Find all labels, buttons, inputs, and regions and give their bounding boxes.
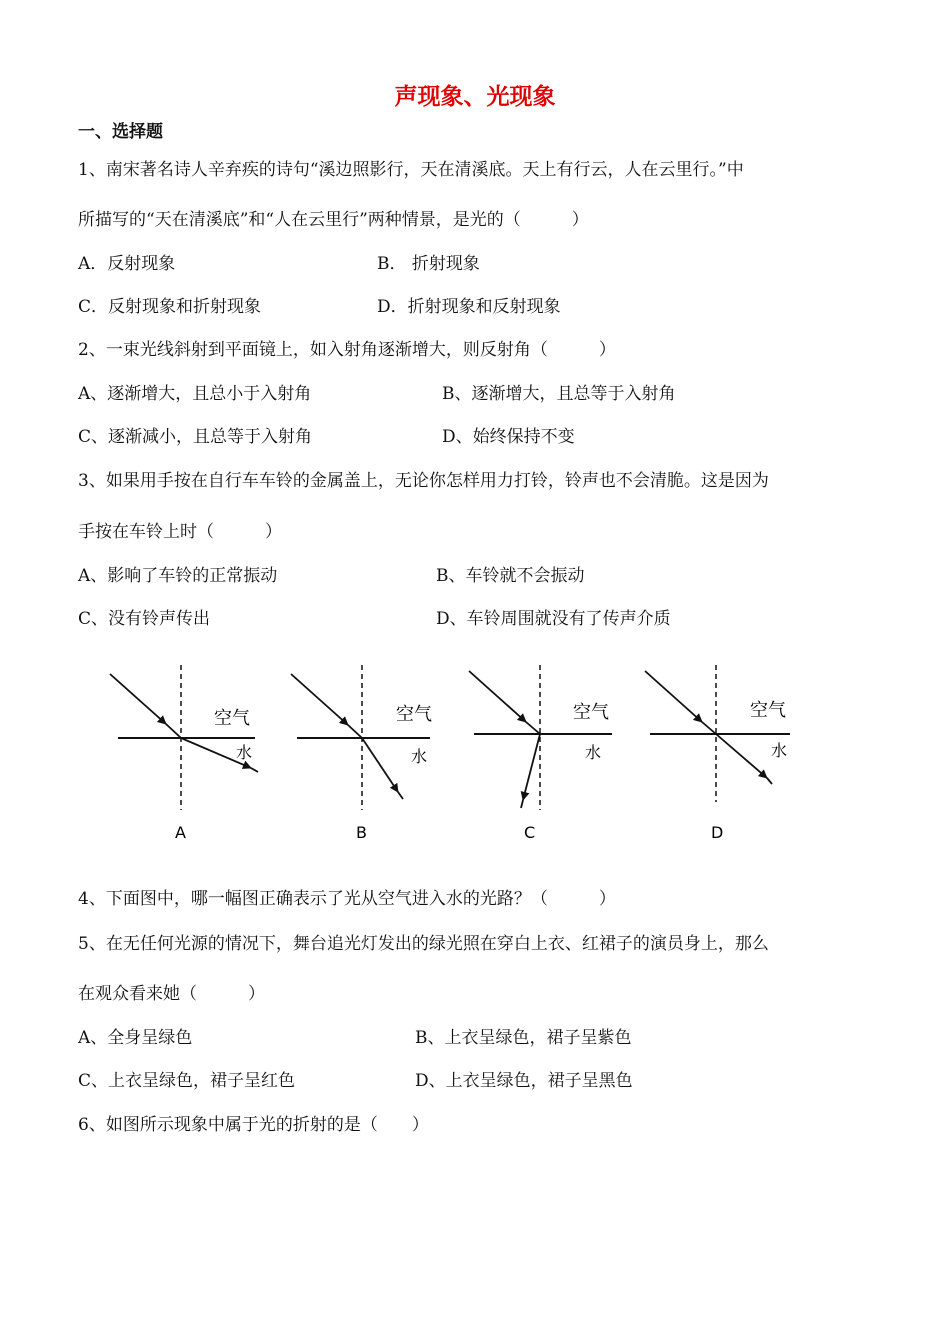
diagram-d: [645, 665, 790, 842]
question-2-option-c: C、逐渐减小，且总等于入射角: [78, 427, 313, 447]
question-1-option-d: D．折射现象和反射现象: [377, 297, 561, 317]
question-3-line-1: 3、如果用手按在自行车车铃的金属盖上，无论你怎样用力打铃，铃声也不会清脆。这是因为: [78, 471, 769, 491]
question-1-line-1: 1、南宋著名诗人辛弃疾的诗句“溪边照影行，天在清溪底。天上有行云，人在云里行。”中: [78, 160, 744, 180]
question-2-option-a: A、逐渐增大，且总小于入射角: [78, 384, 312, 404]
diagram-c-caption: C: [524, 823, 536, 842]
question-1-option-a: A．反射现象: [78, 254, 176, 274]
refraction-diagrams: [0, 660, 950, 860]
diagram-d-caption: D: [711, 823, 724, 842]
question-3-line-2: 手按在车铃上时（ ）: [78, 522, 282, 542]
question-5-option-a: A、全身呈绿色: [78, 1028, 193, 1048]
diagram-b-water-label: 水: [411, 747, 428, 766]
diagram-b-incident-ray: [291, 674, 348, 725]
diagram-d-water-label: 水: [771, 741, 788, 760]
diagram-b: [291, 665, 432, 842]
diagram-b-air-label: 空气: [396, 704, 432, 725]
diagram-c-water-label: 水: [585, 743, 602, 762]
diagram-c-air-label: 空气: [573, 702, 609, 723]
diagram-d-air-label: 空气: [750, 700, 786, 721]
diagram-a-water-label: 水: [236, 743, 253, 762]
question-1-option-c: C．反射现象和折射现象: [78, 297, 262, 317]
diagram-a: [110, 665, 258, 842]
diagram-a-incident-ray: [110, 674, 166, 724]
question-3-option-c: C、没有铃声传出: [78, 609, 211, 629]
diagram-c-refracted-ray: [523, 734, 540, 800]
question-5-option-d: D、上衣呈绿色，裙子呈黑色: [415, 1071, 633, 1091]
question-5-line-2: 在观众看来她（ ）: [78, 984, 265, 1004]
diagram-d-incident-ray: [645, 671, 702, 722]
question-3-option-b: B、车铃就不会振动: [436, 566, 585, 586]
question-2-option-b: B、逐渐增大，且总等于入射角: [442, 384, 676, 404]
question-3-option-d: D、车铃周围就没有了传声介质: [436, 609, 671, 629]
question-5-option-b: B、上衣呈绿色，裙子呈紫色: [415, 1028, 632, 1048]
question-5-option-c: C、上衣呈绿色，裙子呈红色: [78, 1071, 296, 1091]
question-1-line-2: 所描写的“天在清溪底”和“人在云里行”两种情景，是光的（ ）: [78, 210, 589, 230]
diagram-a-air-label: 空气: [214, 708, 250, 729]
section-heading: 一、选择题: [78, 122, 163, 142]
diagram-b-caption: B: [356, 823, 367, 842]
question-3-option-a: A、影响了车铃的正常振动: [78, 566, 278, 586]
diagram-c-incident-ray: [469, 671, 526, 722]
diagram-b-refracted-ray: [362, 738, 398, 792]
question-2-line-1: 2、一束光线斜射到平面镜上，如入射角逐渐增大，则反射角（ ）: [78, 340, 616, 360]
diagram-c: [469, 665, 612, 842]
question-2-option-d: D、始终保持不变: [442, 427, 575, 447]
page-title: 声现象、光现象: [394, 84, 556, 110]
diagram-d-refracted-ray: [716, 734, 767, 778]
question-5-line-1: 5、在无任何光源的情况下，舞台追光灯发出的绿光照在穿白上衣、红裙子的演员身上，那么: [78, 934, 769, 954]
question-4-line-1: 4、下面图中，哪一幅图正确表示了光从空气进入水的光路？（ ）: [78, 889, 616, 909]
question-1-option-b: B． 折射现象: [377, 254, 480, 274]
question-6-line-1: 6、如图所示现象中属于光的折射的是（ ）: [78, 1115, 429, 1135]
diagram-a-caption: A: [175, 823, 186, 842]
